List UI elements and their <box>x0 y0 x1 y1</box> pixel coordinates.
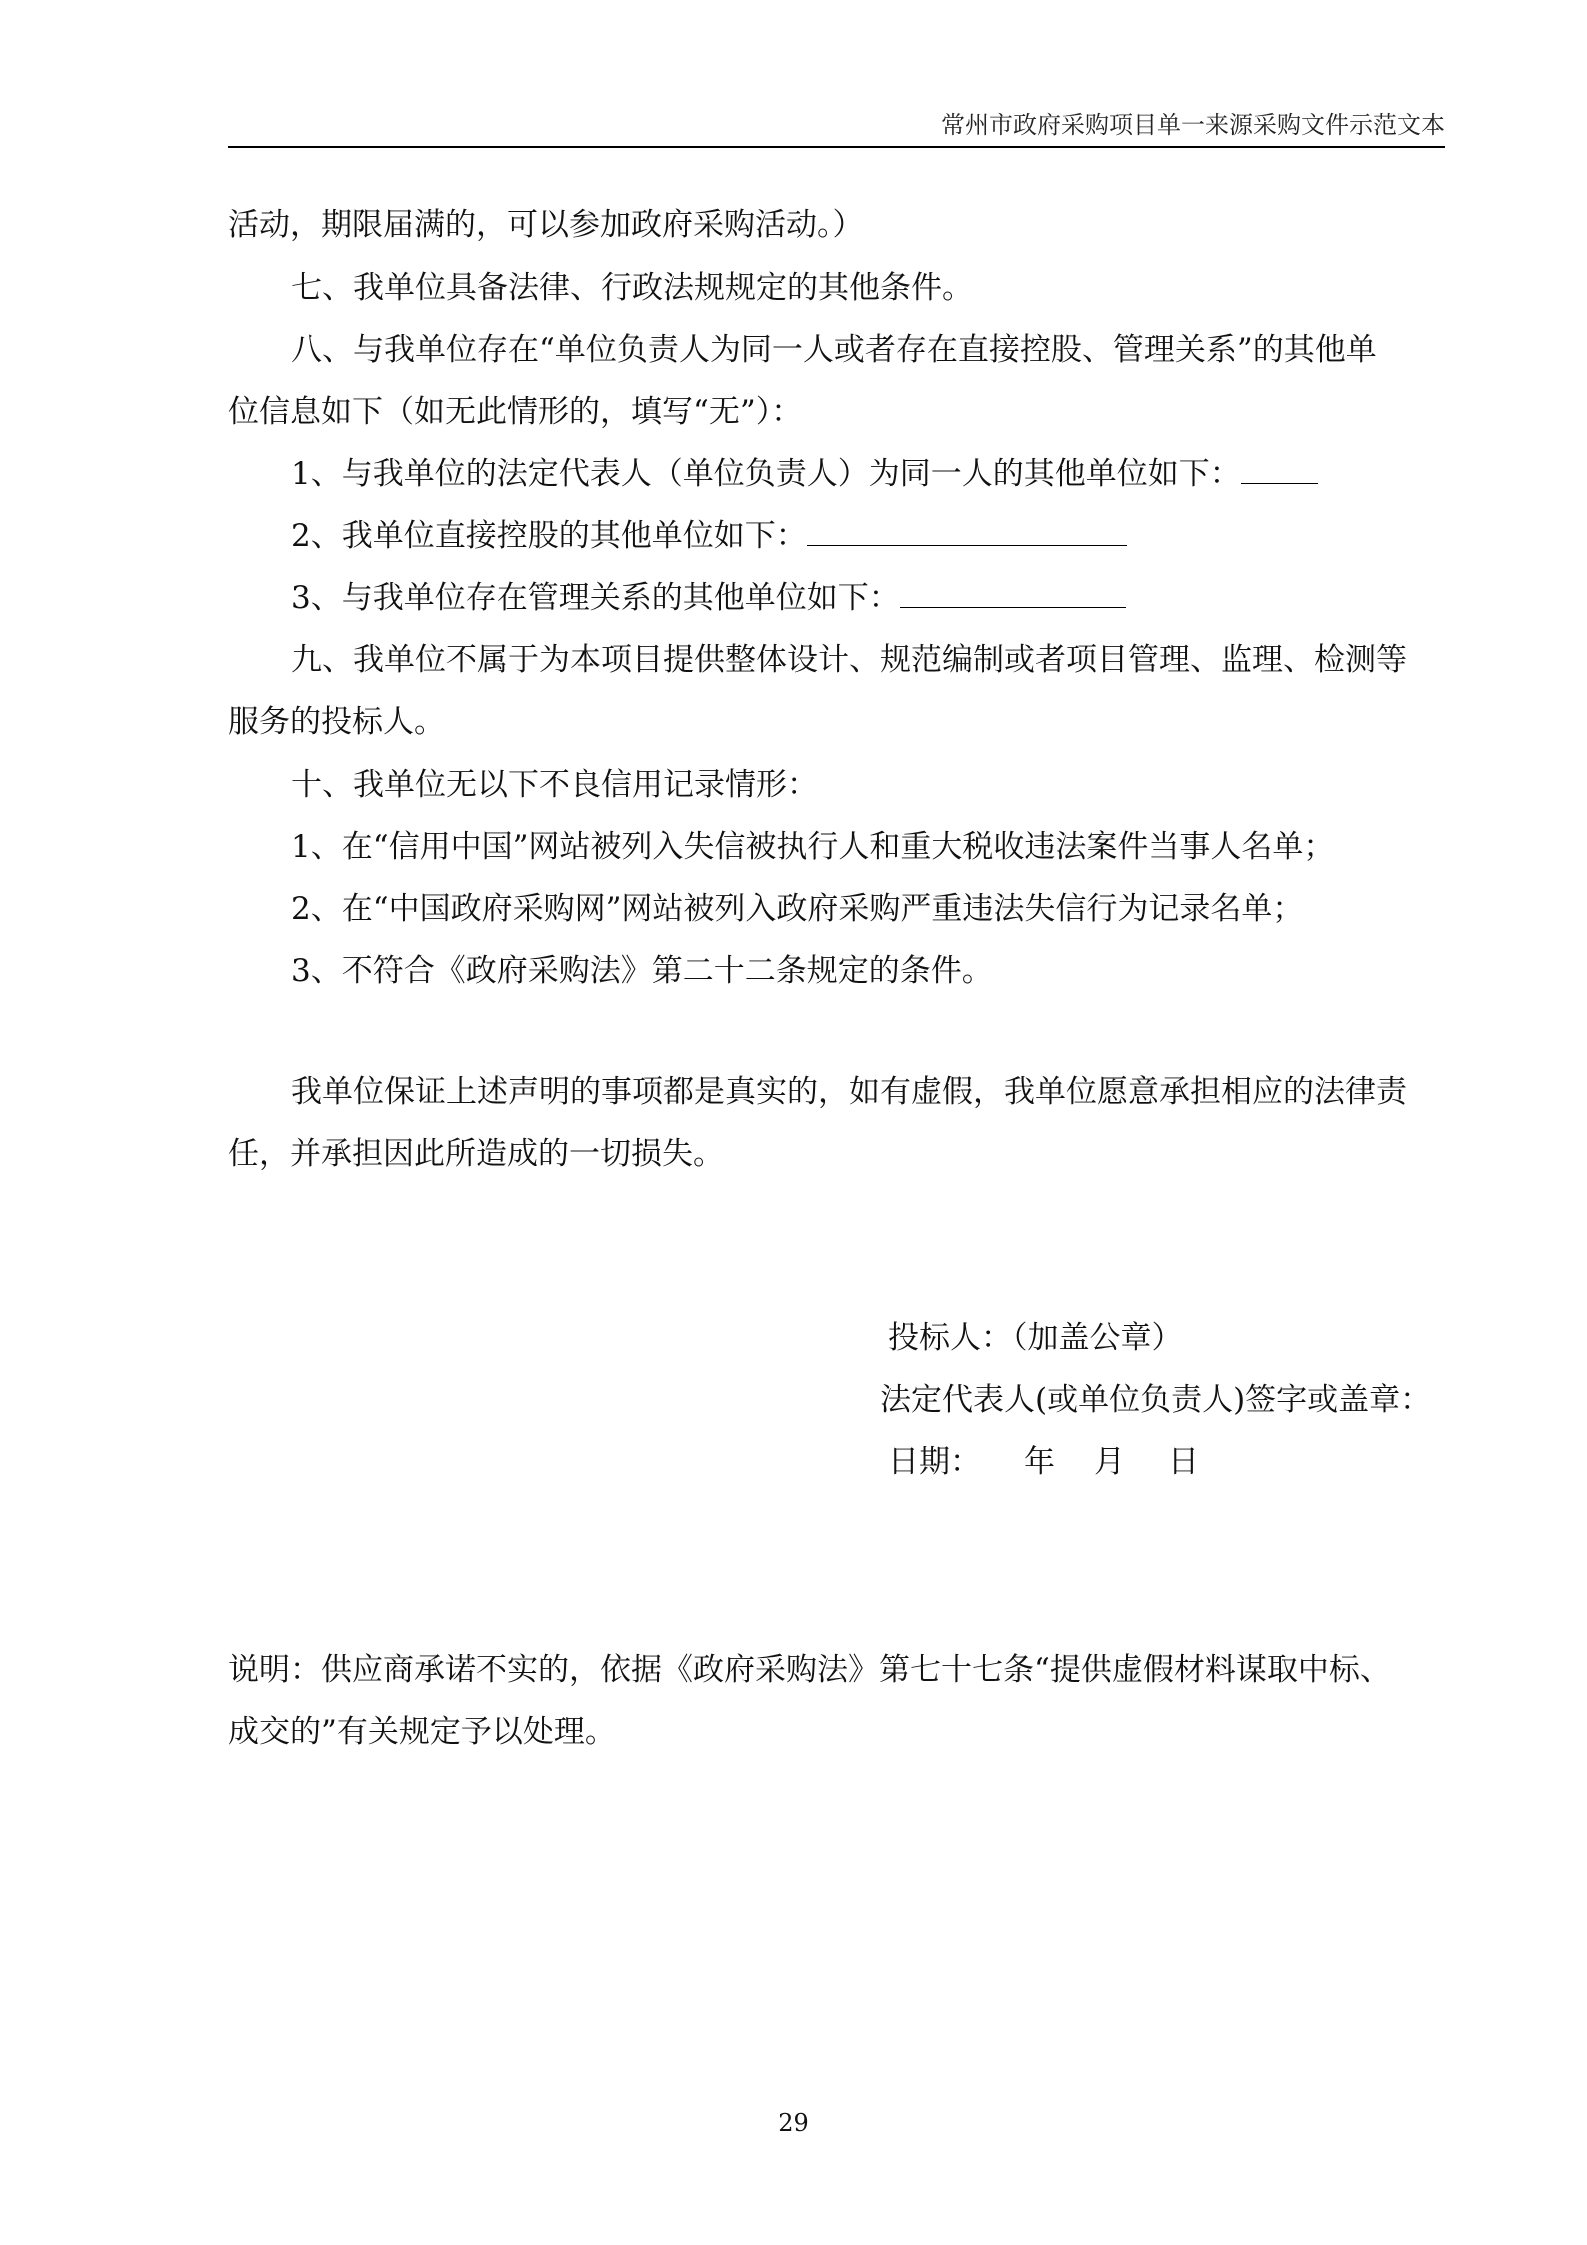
date-year: 年 <box>1024 1444 1055 1480</box>
fill-in-blank-2[interactable] <box>807 519 1127 546</box>
note-line-1: 说明：供应商承诺不实的，依据《政府采购法》第七十七条“提供虚假材料谋取中标、 <box>228 1652 1391 1688</box>
fill-in-blank-1[interactable] <box>1241 457 1318 484</box>
clause-7: 七、我单位具备法律、行政法规规定的其他条件。 <box>291 270 973 306</box>
date-month: 月 <box>1094 1444 1125 1480</box>
date-day: 日 <box>1168 1444 1199 1480</box>
clause-8-item-1-text: 1、与我单位的法定代表人（单位负责人）为同一人的其他单位如下： <box>291 456 1241 492</box>
header-divider <box>228 146 1445 148</box>
clause-9: 九、我单位不属于为本项目提供整体设计、规范编制或者项目管理、监理、检测等 <box>291 642 1407 678</box>
bidder-seal-line: 投标人：（加盖公章） <box>888 1320 1183 1356</box>
header-title: 常州市政府采购项目单一来源采购文件示范文本 <box>941 111 1445 139</box>
clause-10-item-3: 3、不符合《政府采购法》第二十二条规定的条件。 <box>291 953 993 989</box>
clause-10-item-2: 2、在“中国政府采购网”网站被列入政府采购严重违法失信行为记录名单； <box>291 891 1304 927</box>
clause-10: 十、我单位无以下不良信用记录情形： <box>291 767 818 803</box>
clause-8-item-3 <box>291 578 1126 618</box>
clause-8-item-2 <box>291 516 1127 556</box>
note-line-2: 成交的”有关规定予以处理。 <box>228 1714 616 1750</box>
clause-8: 八、与我单位存在“单位负责人为同一人或者存在直接控股、管理关系”的其他单 <box>291 332 1377 368</box>
clause-8-item-1 <box>291 454 1318 494</box>
fill-in-blank-3[interactable] <box>900 581 1126 608</box>
clause-9-continuation: 服务的投标人。 <box>228 704 445 740</box>
page-number: 29 <box>778 2109 809 2137</box>
body-line-continuation: 活动，期限届满的，可以参加政府采购活动。） <box>228 207 864 243</box>
declaration-continuation: 任，并承担因此所造成的一切损失。 <box>228 1136 724 1172</box>
legal-representative-signature-line: 法定代表人(或单位负责人)签字或盖章： <box>880 1382 1432 1418</box>
clause-8-item-2-text: 2、我单位直接控股的其他单位如下： <box>291 518 807 554</box>
clause-8-continuation: 位信息如下（如无此情形的，填写“无”）： <box>228 394 803 430</box>
date-label: 日期： <box>888 1444 981 1480</box>
declaration: 我单位保证上述声明的事项都是真实的，如有虚假，我单位愿意承担相应的法律责 <box>291 1074 1407 1110</box>
clause-8-item-3-text: 3、与我单位存在管理关系的其他单位如下： <box>291 580 900 616</box>
clause-10-item-1: 1、在“信用中国”网站被列入失信被执行人和重大税收违法案件当事人名单； <box>291 829 1335 865</box>
